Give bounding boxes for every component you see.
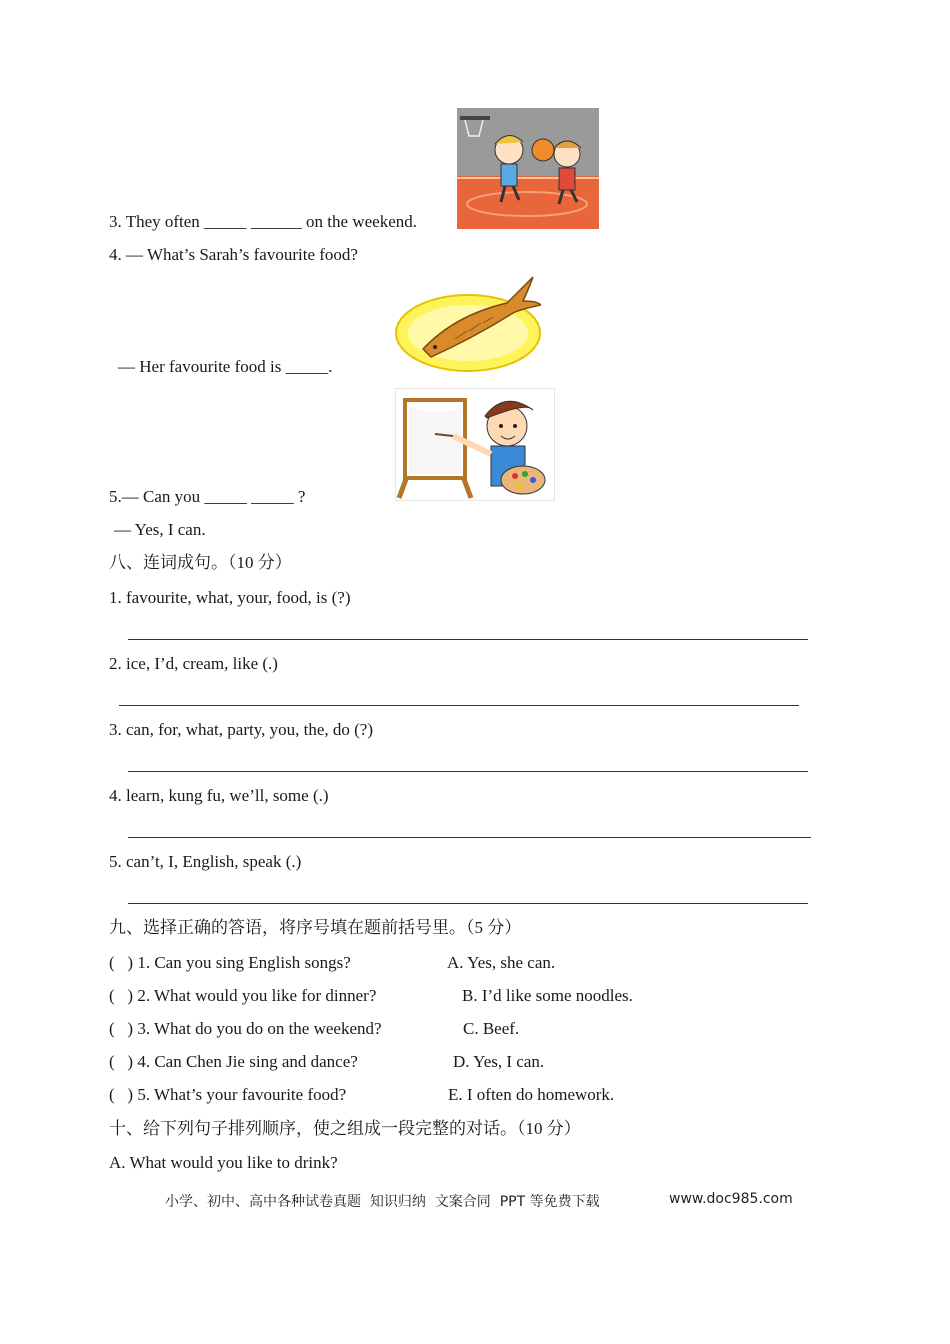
question-4: 4. — What’s Sarah’s favourite food? <box>109 245 358 264</box>
match-question-3: ( ) 3. What do you do on the weekend? <box>109 1019 382 1038</box>
section-9-heading: 九、选择正确的答语，将序号填在题前括号里。（5 分） <box>109 918 522 937</box>
answer-4: — Her favourite food is _____. <box>118 357 333 376</box>
match-answer-d: D. Yes, I can. <box>453 1052 545 1071</box>
match-answer-e: E. I often do homework. <box>448 1085 615 1104</box>
match-question-2: ( ) 2. What would you like for dinner? <box>109 986 377 1005</box>
answer-5: — Yes, I can. <box>114 520 206 539</box>
match-answer-a: A. Yes, she can. <box>447 953 556 972</box>
dialogue-line-a: A. What would you like to drink? <box>109 1153 338 1172</box>
answer-line-3 <box>128 771 808 772</box>
match-question-5: ( ) 5. What’s your favourite food? <box>109 1085 347 1104</box>
footer-text: 小学、初中、高中各种试卷真题 知识归纳 文案合同 PPT 等免费下载 <box>165 1194 600 1210</box>
answer-line-4 <box>128 837 811 838</box>
question-5: 5.— Can you _____ _____ ? <box>109 487 306 506</box>
match-question-1: ( ) 1. Can you sing English songs? <box>109 953 351 972</box>
match-answer-b: B. I’d like some noodles. <box>462 986 633 1005</box>
reorder-item-2: 2. ice, I’d, cream, like (.) <box>109 654 278 673</box>
reorder-item-3: 3. can, for, what, party, you, the, do (?) <box>109 720 373 739</box>
answer-line-1 <box>128 639 808 640</box>
match-answer-c: C. Beef. <box>463 1019 520 1038</box>
question-3: 3. They often _____ ______ on the weekend. <box>109 212 417 231</box>
painting-boy-image <box>395 388 555 501</box>
answer-line-5 <box>128 903 808 904</box>
reorder-item-4: 4. learn, kung fu, we’ll, some (.) <box>109 786 329 805</box>
fish-plate-image <box>395 275 541 375</box>
section-8-heading: 八、连词成句。（10 分） <box>109 553 292 572</box>
footer-site-link[interactable]: www.doc985.com <box>669 1191 793 1207</box>
match-question-4: ( ) 4. Can Chen Jie sing and dance? <box>109 1052 358 1071</box>
answer-line-2 <box>119 705 799 706</box>
section-10-heading: 十、给下列句子排列顺序，使之组成一段完整的对话。（10 分） <box>109 1119 581 1138</box>
reorder-item-5: 5. can’t, I, English, speak (.) <box>109 852 302 871</box>
reorder-item-1: 1. favourite, what, your, food, is (?) <box>109 588 351 607</box>
basketball-kids-image <box>457 108 599 229</box>
